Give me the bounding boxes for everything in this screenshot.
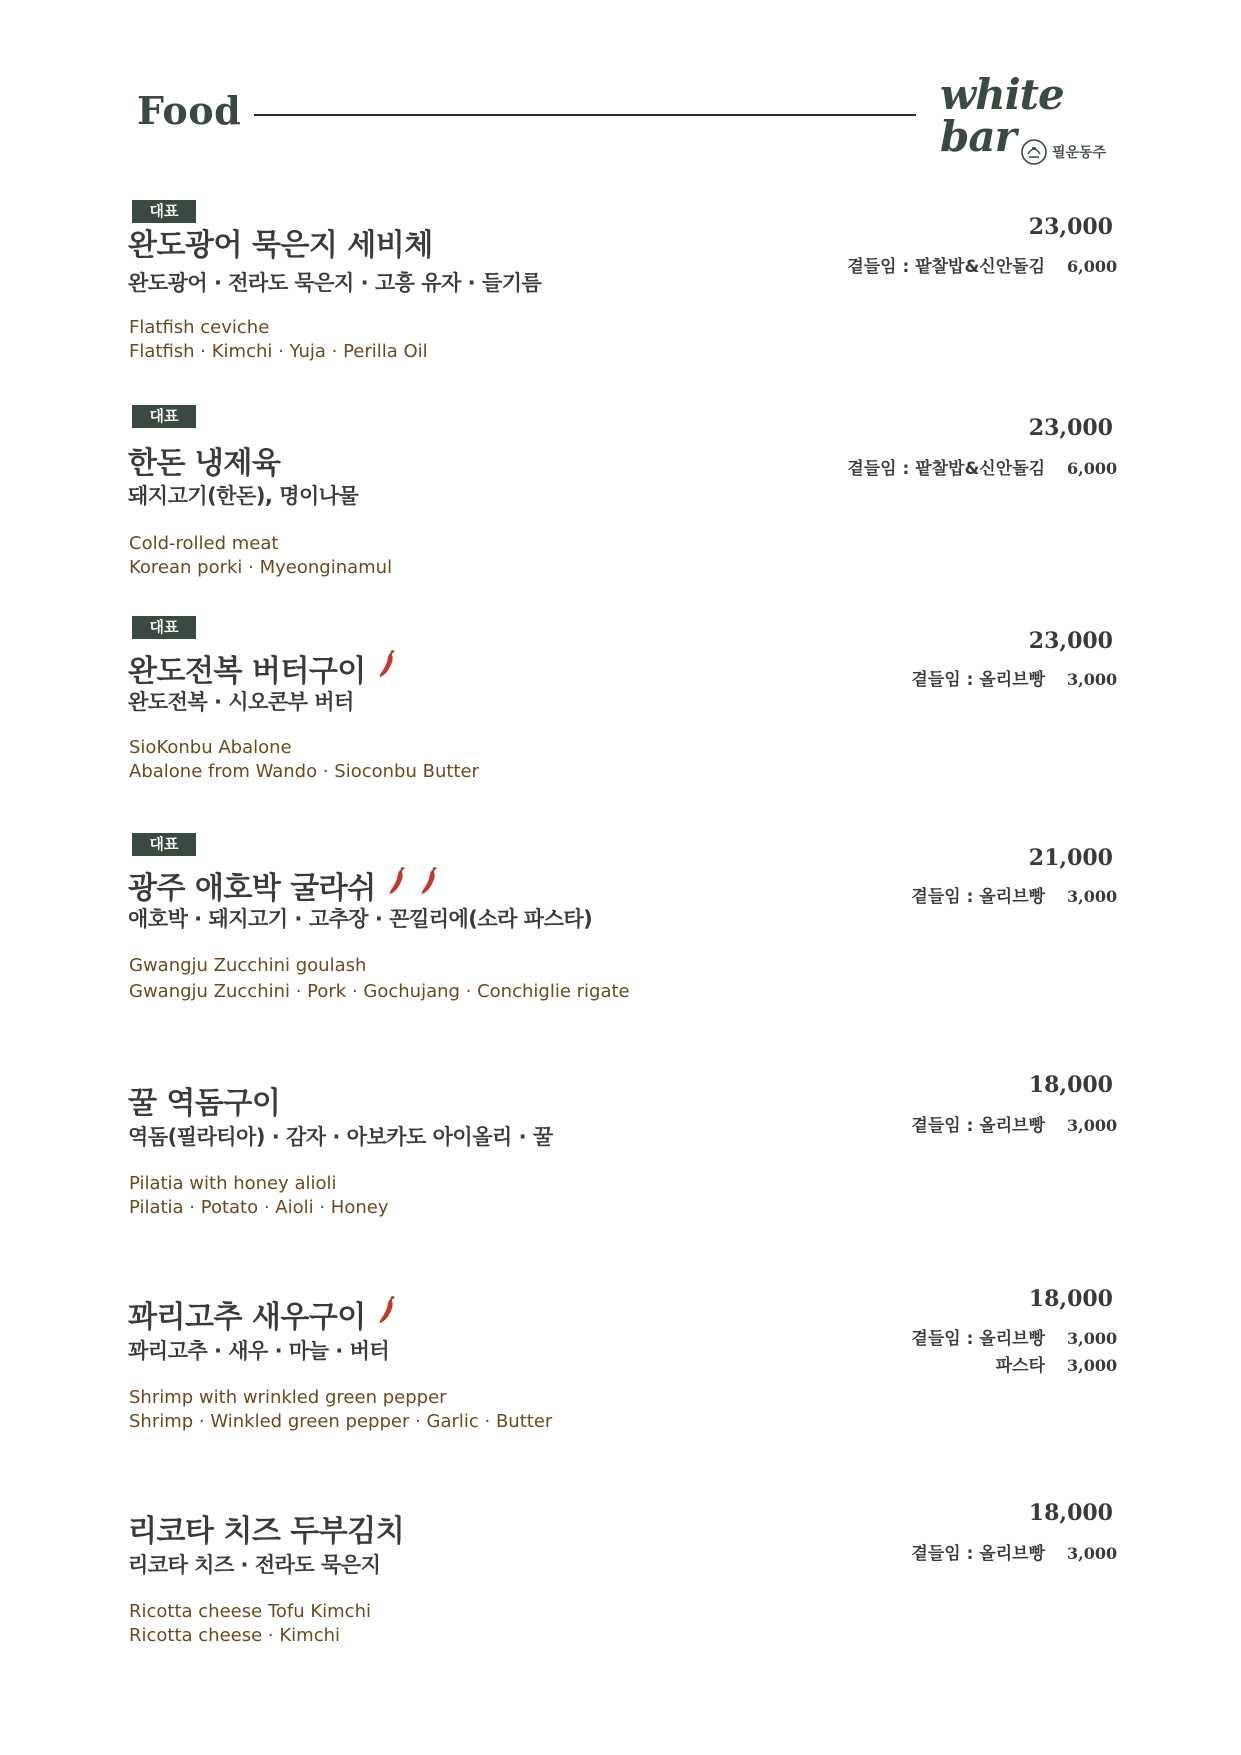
side-option bbox=[911, 1351, 1118, 1378]
side-options bbox=[911, 1539, 1118, 1566]
dish-english-ingredients: Shrimp · Winkled green pepper · Garlic · Butter bbox=[129, 1411, 553, 1432]
signature-badge: 대표 bbox=[132, 405, 196, 428]
title-divider bbox=[254, 114, 916, 116]
side-option bbox=[847, 252, 1118, 279]
chili-pepper-icon bbox=[386, 866, 408, 904]
brand-subtitle-text: 필운동주 bbox=[1052, 145, 1107, 161]
side-label: 파스타 bbox=[995, 1356, 1045, 1376]
dish-english-name: Cold-rolled meat bbox=[129, 533, 279, 554]
dish-price: 21,000 bbox=[1028, 845, 1113, 871]
dish-name-text: 리코타 치즈 두부김치 bbox=[128, 1514, 405, 1549]
dish-name bbox=[128, 1506, 404, 1550]
side-option bbox=[911, 665, 1118, 692]
dish-english-name: Gwangju Zucchini goulash bbox=[129, 955, 367, 976]
dish-ingredients: 애호박 · 돼지고기 · 고추장 · 꼰낄리에(소라 파스타) bbox=[128, 907, 593, 931]
side-options bbox=[847, 252, 1118, 279]
brand-subtitle bbox=[1020, 138, 1106, 166]
dish-name-text: 한돈 냉제육 bbox=[128, 446, 281, 481]
signature-badge: 대표 bbox=[132, 200, 196, 223]
dish-english-name: Flatfish ceviche bbox=[129, 317, 270, 338]
dish-price: 18,000 bbox=[1028, 1500, 1113, 1526]
dish-english-ingredients: Korean porki · Myeonginamul bbox=[129, 557, 393, 578]
side-label: 곁들임 : 올리브빵 bbox=[911, 1544, 1045, 1564]
dish-english-name: Shrimp with wrinkled green pepper bbox=[129, 1387, 447, 1408]
dish-name-text: 꽈리고추 새우구이 bbox=[128, 1300, 366, 1335]
dish-english-ingredients: Gwangju Zucchini · Pork · Gochujang · Conchiglie rigate bbox=[129, 981, 630, 1002]
signature-badge: 대표 bbox=[132, 833, 196, 856]
side-price: 3,000 bbox=[1067, 887, 1118, 906]
chili-pepper-icon bbox=[376, 1295, 398, 1333]
side-options bbox=[911, 882, 1118, 909]
dish-name bbox=[128, 220, 433, 264]
chili-pepper-icon bbox=[418, 866, 440, 904]
side-options bbox=[911, 1111, 1118, 1138]
dish-name bbox=[128, 863, 440, 907]
side-label: 곁들임 : 올리브빵 bbox=[911, 1329, 1045, 1349]
side-options bbox=[911, 665, 1118, 692]
dish-name-text: 완도전복 버터구이 bbox=[128, 654, 366, 689]
menu-item bbox=[128, 405, 1118, 595]
menu-item bbox=[128, 200, 1118, 390]
dish-name bbox=[128, 646, 398, 690]
dish-english-ingredients: Abalone from Wando · Sioconbu Butter bbox=[129, 761, 479, 782]
dish-ingredients: 완도광어 · 전라도 묵은지 · 고흥 유자 · 들기름 bbox=[128, 271, 542, 295]
side-price: 6,000 bbox=[1067, 257, 1118, 276]
dish-english-name: Pilatia with honey alioli bbox=[129, 1173, 337, 1194]
dish-name-text: 광주 애호박 굴라쉬 bbox=[128, 871, 376, 906]
side-label: 곁들임 : 팥찰밥&신안돌김 bbox=[847, 257, 1045, 277]
side-option bbox=[911, 1111, 1118, 1138]
side-label: 곁들임 : 올리브빵 bbox=[911, 887, 1045, 907]
side-options bbox=[911, 1324, 1118, 1378]
side-option bbox=[847, 454, 1118, 481]
dish-english-ingredients: Ricotta cheese · Kimchi bbox=[129, 1625, 340, 1646]
side-option bbox=[911, 1324, 1118, 1351]
dish-ingredients: 돼지고기(한돈), 명이나물 bbox=[128, 484, 359, 508]
dish-price: 23,000 bbox=[1028, 628, 1113, 654]
dish-name bbox=[128, 1078, 280, 1122]
dish-ingredients: 리코타 치즈 · 전라도 묵은지 bbox=[128, 1553, 381, 1577]
menu-item bbox=[128, 616, 1118, 806]
side-price: 6,000 bbox=[1067, 459, 1118, 478]
dish-name-text: 꿀 역돔구이 bbox=[128, 1086, 281, 1121]
brand-emblem-icon bbox=[1020, 138, 1048, 166]
dish-name-text: 완도광어 묵은지 세비체 bbox=[128, 228, 433, 263]
side-price: 3,000 bbox=[1067, 1356, 1118, 1375]
dish-english-ingredients: Flatfish · Kimchi · Yuja · Perilla Oil bbox=[129, 341, 428, 362]
dish-ingredients: 꽈리고추 · 새우 · 마늘 · 버터 bbox=[128, 1339, 390, 1363]
dish-name bbox=[128, 438, 280, 482]
side-label: 곁들임 : 팥찰밥&신안돌김 bbox=[847, 459, 1045, 479]
dish-english-ingredients: Pilatia · Potato · Aioli · Honey bbox=[129, 1197, 389, 1218]
menu-item bbox=[128, 1286, 1118, 1482]
side-price: 3,000 bbox=[1067, 1329, 1118, 1348]
side-option bbox=[911, 882, 1118, 909]
side-options bbox=[847, 454, 1118, 481]
dish-price: 18,000 bbox=[1028, 1072, 1113, 1098]
menu-item bbox=[128, 1500, 1118, 1696]
side-price: 3,000 bbox=[1067, 1544, 1118, 1563]
dish-price: 18,000 bbox=[1028, 1286, 1113, 1312]
dish-english-name: SioKonbu Abalone bbox=[129, 737, 292, 758]
side-price: 3,000 bbox=[1067, 670, 1118, 689]
side-label: 곁들임 : 올리브빵 bbox=[911, 670, 1045, 690]
brand-block bbox=[940, 70, 1115, 161]
page-title: Food bbox=[137, 88, 242, 133]
side-label: 곁들임 : 올리브빵 bbox=[911, 1116, 1045, 1136]
dish-price: 23,000 bbox=[1028, 214, 1113, 240]
dish-ingredients: 역돔(필라티아) · 감자 · 아보카도 아이올리 · 꿀 bbox=[128, 1125, 553, 1149]
side-price: 3,000 bbox=[1067, 1116, 1118, 1135]
dish-name bbox=[128, 1292, 398, 1336]
menu-item bbox=[128, 1072, 1118, 1268]
dish-ingredients: 완도전복 · 시오콘부 버터 bbox=[128, 690, 354, 714]
menu-item bbox=[128, 833, 1118, 1023]
side-option bbox=[911, 1539, 1118, 1566]
signature-badge: 대표 bbox=[132, 616, 196, 639]
chili-pepper-icon bbox=[376, 649, 398, 687]
dish-price: 23,000 bbox=[1028, 415, 1113, 441]
dish-english-name: Ricotta cheese Tofu Kimchi bbox=[129, 1601, 371, 1622]
brand-logo: white bar bbox=[940, 70, 1064, 161]
